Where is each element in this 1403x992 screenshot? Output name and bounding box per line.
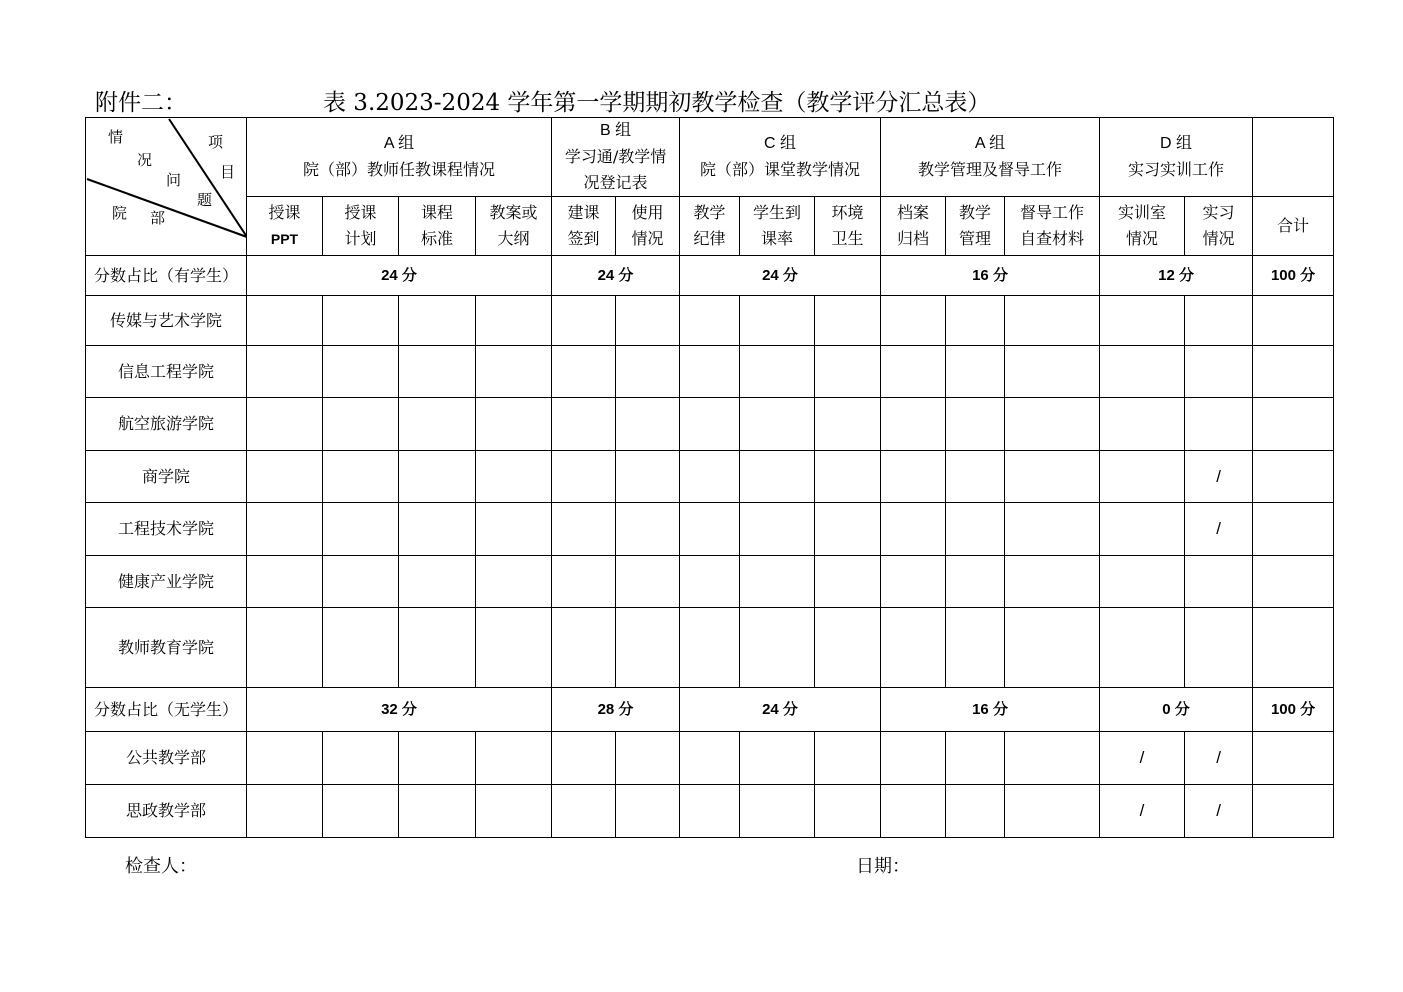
score-cell[interactable] [1185, 608, 1253, 688]
score-cell[interactable] [616, 398, 680, 451]
score-cell[interactable] [247, 503, 323, 556]
group-a-header [247, 118, 552, 197]
score-cell[interactable] [1253, 503, 1334, 556]
item-line: 卫生 [831, 229, 864, 248]
score-cell[interactable]: / [1185, 451, 1253, 503]
score-cell[interactable] [740, 451, 815, 503]
attachment-label: 附件二： [95, 90, 187, 116]
score-cell[interactable] [1005, 451, 1100, 503]
score-cell[interactable] [552, 296, 616, 346]
item-line: 情况 [1202, 229, 1235, 248]
score-cell[interactable] [1253, 398, 1334, 451]
empty-header-cell [1253, 118, 1334, 197]
score-cell[interactable] [323, 346, 399, 398]
score-cell[interactable] [680, 608, 740, 688]
score-cell[interactable] [815, 398, 881, 451]
score-cell[interactable] [323, 296, 399, 346]
group-code: C 组 [764, 135, 797, 152]
score-cell[interactable] [946, 503, 1005, 556]
score-cell[interactable] [1100, 556, 1185, 608]
item-line: 建课 [567, 203, 600, 222]
score-cell[interactable] [740, 503, 815, 556]
score-cell[interactable] [616, 608, 680, 688]
item-line: 纪律 [693, 229, 726, 248]
item-header [1185, 197, 1253, 256]
score-cell[interactable] [1005, 556, 1100, 608]
item-header [881, 197, 946, 256]
score-cell[interactable] [815, 732, 881, 785]
score-cell[interactable] [881, 732, 946, 785]
score-cell[interactable] [680, 398, 740, 451]
item-header [815, 197, 881, 256]
score-cell[interactable] [680, 503, 740, 556]
score-cell[interactable] [740, 346, 815, 398]
score-cell[interactable] [1253, 732, 1334, 785]
score-group-d: 12 分 [1100, 256, 1253, 296]
item-line: 归档 [897, 229, 930, 248]
score-row-with-students [86, 256, 1334, 296]
score-cell[interactable] [1005, 732, 1100, 785]
score-cell[interactable] [1100, 451, 1185, 503]
score-cell[interactable] [476, 503, 552, 556]
score-cell[interactable] [1253, 451, 1334, 503]
score-cell[interactable] [476, 451, 552, 503]
item-line: 课程 [420, 203, 453, 222]
score-group-d: 0 分 [1100, 688, 1253, 732]
corner-char: 部 [150, 209, 166, 227]
score-cell[interactable] [946, 346, 1005, 398]
score-cell[interactable] [399, 398, 476, 451]
score-cell[interactable] [740, 296, 815, 346]
score-row-label: 分数占比（有学生） [86, 256, 247, 296]
score-summary-table [85, 117, 1334, 838]
score-cell[interactable] [946, 451, 1005, 503]
item-line: 课率 [761, 229, 794, 248]
item-header [476, 197, 552, 256]
score-cell[interactable] [740, 732, 815, 785]
score-cell[interactable] [399, 346, 476, 398]
score-cell[interactable] [815, 785, 881, 838]
diagonal-corner-header [86, 118, 247, 256]
score-cell[interactable] [1005, 296, 1100, 346]
score-cell[interactable] [323, 785, 399, 838]
score-cell[interactable] [552, 556, 616, 608]
score-cell[interactable] [740, 608, 815, 688]
department-row [86, 451, 1334, 503]
score-cell[interactable] [680, 451, 740, 503]
score-cell[interactable] [815, 296, 881, 346]
group-c-header [680, 118, 881, 197]
score-group-a: 32 分 [247, 688, 552, 732]
score-cell[interactable] [1100, 296, 1185, 346]
score-cell[interactable] [247, 398, 323, 451]
score-cell[interactable] [1005, 346, 1100, 398]
score-cell[interactable] [1100, 608, 1185, 688]
score-cell[interactable] [616, 732, 680, 785]
score-cell[interactable]: / [1185, 785, 1253, 838]
score-cell[interactable] [552, 785, 616, 838]
group-name: 院（部）课堂教学情况 [700, 160, 861, 179]
score-cell[interactable] [815, 503, 881, 556]
score-cell[interactable] [323, 451, 399, 503]
score-cell[interactable] [552, 398, 616, 451]
score-cell[interactable] [946, 398, 1005, 451]
score-cell[interactable] [1185, 346, 1253, 398]
score-cell[interactable] [946, 732, 1005, 785]
department-row [86, 785, 1334, 838]
corner-char: 院 [112, 204, 128, 222]
score-cell[interactable] [1253, 785, 1334, 838]
score-cell[interactable] [1005, 503, 1100, 556]
department-row [86, 608, 1334, 688]
score-cell[interactable] [1253, 346, 1334, 398]
item-line: 授课 [268, 203, 301, 222]
corner-char: 目 [220, 163, 236, 181]
department-row [86, 556, 1334, 608]
item-line: 情况 [631, 229, 664, 248]
score-cell[interactable] [881, 346, 946, 398]
score-cell[interactable] [399, 503, 476, 556]
score-cell[interactable] [247, 451, 323, 503]
score-cell[interactable] [815, 608, 881, 688]
item-line: 教学 [693, 203, 726, 222]
department-row [86, 296, 1334, 346]
score-cell[interactable] [476, 732, 552, 785]
item-header [1100, 197, 1185, 256]
group-code: A 组 [974, 135, 1006, 152]
group-a2-header [881, 118, 1100, 197]
corner-char: 项 [208, 133, 224, 151]
item-line: 档案 [897, 203, 930, 222]
score-cell[interactable] [616, 296, 680, 346]
score-group-a: 24 分 [247, 256, 552, 296]
score-cell[interactable] [1253, 556, 1334, 608]
group-name: 实习实训工作 [1128, 160, 1225, 179]
score-cell[interactable] [1185, 296, 1253, 346]
score-cell[interactable] [247, 346, 323, 398]
score-cell[interactable] [399, 556, 476, 608]
score-cell[interactable] [399, 732, 476, 785]
item-header [323, 197, 399, 256]
score-cell[interactable] [616, 503, 680, 556]
score-cell[interactable] [616, 785, 680, 838]
group-name: 教学管理及督导工作 [918, 160, 1063, 179]
score-cell[interactable]: / [1185, 732, 1253, 785]
item-header [616, 197, 680, 256]
group-d-header [1100, 118, 1253, 197]
score-cell[interactable] [1253, 296, 1334, 346]
score-cell[interactable] [247, 732, 323, 785]
score-cell[interactable] [399, 451, 476, 503]
item-header-row [86, 197, 1334, 256]
score-cell[interactable] [476, 398, 552, 451]
score-cell[interactable] [1185, 556, 1253, 608]
score-group-c: 24 分 [680, 256, 881, 296]
score-cell[interactable] [1005, 785, 1100, 838]
score-cell[interactable] [552, 608, 616, 688]
group-name: 院（部）教师任教课程情况 [303, 160, 496, 179]
score-cell[interactable] [1100, 503, 1185, 556]
department-name: 思政教学部 [86, 785, 247, 838]
score-cell[interactable] [616, 556, 680, 608]
item-header [247, 197, 323, 256]
item-header [740, 197, 815, 256]
item-header [399, 197, 476, 256]
item-line: 计划 [344, 229, 377, 248]
total-header: 合计 [1253, 197, 1334, 256]
group-header-row [86, 118, 1334, 197]
score-group-a2: 16 分 [881, 688, 1100, 732]
item-line: 自查材料 [1020, 229, 1085, 248]
item-line: 标准 [420, 229, 453, 248]
item-line: 实习 [1202, 203, 1235, 222]
score-cell[interactable] [323, 556, 399, 608]
score-group-b: 28 分 [552, 688, 680, 732]
score-cell[interactable] [881, 503, 946, 556]
score-cell[interactable] [680, 556, 740, 608]
score-cell[interactable] [476, 608, 552, 688]
score-cell[interactable] [1185, 398, 1253, 451]
score-total: 100 分 [1253, 688, 1334, 732]
score-cell[interactable] [552, 346, 616, 398]
corner-char: 问 [166, 171, 182, 189]
score-cell[interactable] [476, 556, 552, 608]
item-line: 督导工作 [1020, 203, 1085, 222]
department-name: 健康产业学院 [86, 556, 247, 608]
item-line: 环境 [831, 203, 864, 222]
department-row [86, 398, 1334, 451]
group-name: 学习通/教学情况登记表 [564, 147, 667, 192]
score-cell[interactable] [247, 296, 323, 346]
score-cell[interactable] [247, 785, 323, 838]
corner-char: 情 [108, 128, 124, 146]
item-header [552, 197, 616, 256]
score-cell[interactable] [946, 785, 1005, 838]
score-cell[interactable] [815, 346, 881, 398]
date-label: 日期： [856, 856, 910, 877]
score-cell[interactable] [247, 556, 323, 608]
score-cell[interactable] [1005, 608, 1100, 688]
score-cell[interactable] [680, 346, 740, 398]
score-row-label: 分数占比（无学生） [86, 688, 247, 732]
table-title: 表 3.2023-2024 学年第一学期期初教学检查（教学评分汇总表） [323, 90, 991, 116]
score-cell[interactable] [740, 398, 815, 451]
department-name: 航空旅游学院 [86, 398, 247, 451]
score-cell[interactable]: / [1100, 732, 1185, 785]
department-name: 传媒与艺术学院 [86, 296, 247, 346]
department-name: 商学院 [86, 451, 247, 503]
score-cell[interactable] [616, 451, 680, 503]
score-total: 100 分 [1253, 256, 1334, 296]
score-row-without-students [86, 688, 1334, 732]
score-cell[interactable] [881, 451, 946, 503]
score-cell[interactable] [552, 451, 616, 503]
score-cell[interactable] [1100, 346, 1185, 398]
score-cell[interactable] [399, 785, 476, 838]
item-line: 使用 [631, 203, 664, 222]
inspector-label: 检查人： [125, 856, 197, 877]
score-cell[interactable] [740, 556, 815, 608]
score-cell[interactable] [946, 296, 1005, 346]
score-cell[interactable] [476, 785, 552, 838]
item-header [1005, 197, 1100, 256]
score-cell[interactable] [1253, 608, 1334, 688]
department-row [86, 503, 1334, 556]
group-b-header [552, 118, 680, 197]
department-row [86, 346, 1334, 398]
score-cell[interactable] [476, 296, 552, 346]
score-cell[interactable] [680, 785, 740, 838]
score-cell[interactable] [881, 785, 946, 838]
item-line: 大纲 [497, 229, 530, 248]
score-group-c: 24 分 [680, 688, 881, 732]
item-line: 教学 [959, 203, 992, 222]
score-cell[interactable] [552, 503, 616, 556]
department-row [86, 732, 1334, 785]
score-cell[interactable] [680, 296, 740, 346]
group-code: B 组 [599, 122, 632, 139]
document-heading [95, 84, 991, 117]
score-cell[interactable] [881, 398, 946, 451]
score-cell[interactable] [323, 503, 399, 556]
score-group-a2: 16 分 [881, 256, 1100, 296]
score-cell[interactable] [616, 346, 680, 398]
department-name: 公共教学部 [86, 732, 247, 785]
score-cell[interactable] [323, 608, 399, 688]
score-cell[interactable] [881, 608, 946, 688]
score-group-b: 24 分 [552, 256, 680, 296]
department-name: 信息工程学院 [86, 346, 247, 398]
score-cell[interactable] [680, 732, 740, 785]
score-cell[interactable] [476, 346, 552, 398]
corner-char: 况 [137, 151, 153, 169]
item-line: 实训室 [1118, 203, 1167, 222]
group-code: D 组 [1160, 135, 1193, 152]
score-cell[interactable] [881, 556, 946, 608]
score-cell[interactable] [323, 398, 399, 451]
department-name: 工程技术学院 [86, 503, 247, 556]
item-header [946, 197, 1005, 256]
score-cell[interactable]: / [1100, 785, 1185, 838]
score-cell[interactable] [1100, 398, 1185, 451]
score-cell[interactable] [946, 556, 1005, 608]
item-line: 管理 [959, 229, 992, 248]
score-cell[interactable] [815, 451, 881, 503]
score-cell[interactable] [399, 296, 476, 346]
item-line: 情况 [1126, 229, 1159, 248]
score-cell[interactable] [740, 785, 815, 838]
item-line: 学生到 [753, 203, 802, 222]
score-cell[interactable] [946, 608, 1005, 688]
item-line: 授课 [344, 203, 377, 222]
item-line: PPT [270, 231, 299, 247]
item-header [680, 197, 740, 256]
item-line: 教案或 [489, 203, 538, 222]
group-code: A 组 [383, 135, 415, 152]
score-cell[interactable] [1005, 398, 1100, 451]
corner-char: 题 [197, 191, 213, 209]
score-cell[interactable] [881, 296, 946, 346]
score-cell[interactable] [323, 732, 399, 785]
score-cell[interactable] [552, 732, 616, 785]
score-cell[interactable] [399, 608, 476, 688]
item-line: 签到 [567, 229, 600, 248]
score-cell[interactable] [815, 556, 881, 608]
department-name: 教师教育学院 [86, 608, 247, 688]
score-cell[interactable]: / [1185, 503, 1253, 556]
score-cell[interactable] [247, 608, 323, 688]
